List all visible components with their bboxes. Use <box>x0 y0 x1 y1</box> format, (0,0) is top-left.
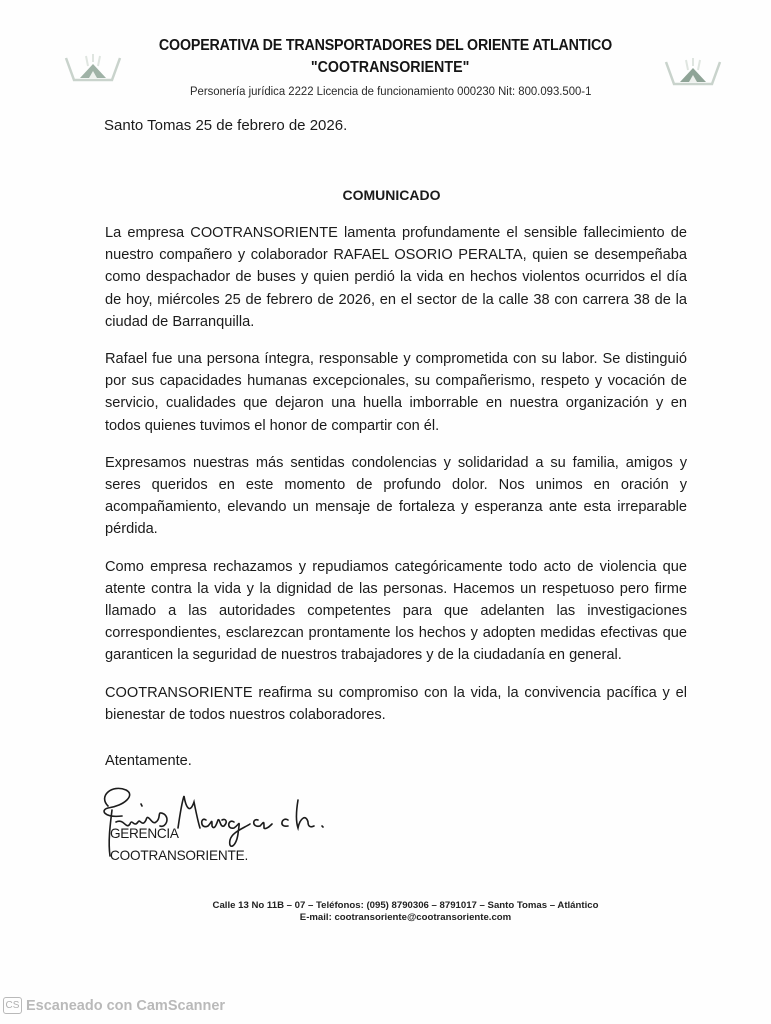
organization-short-name: "COOTRANSORIENTE" <box>310 59 470 76</box>
legal-info: Personería jurídica 2222 Licencia de funcionamiento 000230 Nit: 800.093.500-1 <box>190 84 592 98</box>
camscanner-icon: CS <box>3 997 22 1014</box>
paragraph: Expresamos nuestras más sentidas condolencias y solidaridad a su familia, amigos y seres queridos en este momento de profundo dolor. Nos unimos en oración y acompañamiento, elevando un mensaje de fortaleza y esperanza ante esta irreparable pérdida. <box>105 454 687 538</box>
paragraph: COOTRANSORIENTE reafirma su compromiso con la vida, la convivencia pacífica y el bienestar de todos nuestros colaboradores. <box>105 684 687 723</box>
watermark-text: Escaneado con CamScanner <box>26 997 226 1014</box>
paragraph: La empresa COOTRANSORIENTE lamenta profundamente el sensible fallecimiento de nuestro compañero y colaborador RAFAEL OSORIO PERALTA, quien se desempeñaba como despachador de buses y quien perdió la vida en hechos violentos ocurridos el día de hoy, miércoles 25 de febrero de 2026, en el sector de la calle 38 con carrera 38 de la ciudad de Barranquilla. <box>105 225 687 330</box>
letterhead-footer <box>0 900 771 924</box>
footer-address: Calle 13 No 11B – 07 – Teléfonos: (095) 8790306 – 8791017 – Santo Tomas – Atlántico <box>212 900 599 911</box>
scanner-watermark <box>3 997 225 1014</box>
letter-body <box>105 222 687 741</box>
organization-name: COOPERATIVA DE TRANSPORTADORES DEL ORIENTE ATLANTICO <box>158 37 613 54</box>
date-line: Santo Tomas 25 de febrero de 2026. <box>104 117 348 134</box>
paragraph: Rafael fue una persona íntegra, responsable y comprometida con su labor. Se distinguió por sus capacidades humanas excepcionales, su compañerismo, respeto y vocación de servicio, cualidades que dejaron una huella imborrable en nuestra organización y en todos quienes tuvimos el honor de compartir con él. <box>105 351 687 434</box>
closing-salutation: Atentamente. <box>105 753 192 769</box>
paragraph: Como empresa rechazamos y repudiamos categóricamente todo acto de violencia que atente contra la vida y la dignidad de las personas. Hacemos un respetuoso pero firme llamado a las autoridades competentes para que adelanten las investigaciones correspondientes, esclarezcan prontamente los hechos y adopten medidas efectivas que garanticen la seguridad de nuestros trabajadores y de la ciudadanía en general. <box>105 558 687 664</box>
footer-email: E-mail: cootransoriente@cootransoriente.com <box>299 912 512 923</box>
signer-title: GERENCIA <box>110 826 179 841</box>
document-title: COMUNICADO <box>342 187 441 203</box>
signer-organization: COOTRANSORIENTE. <box>110 848 249 863</box>
handwritten-signature <box>94 778 354 858</box>
